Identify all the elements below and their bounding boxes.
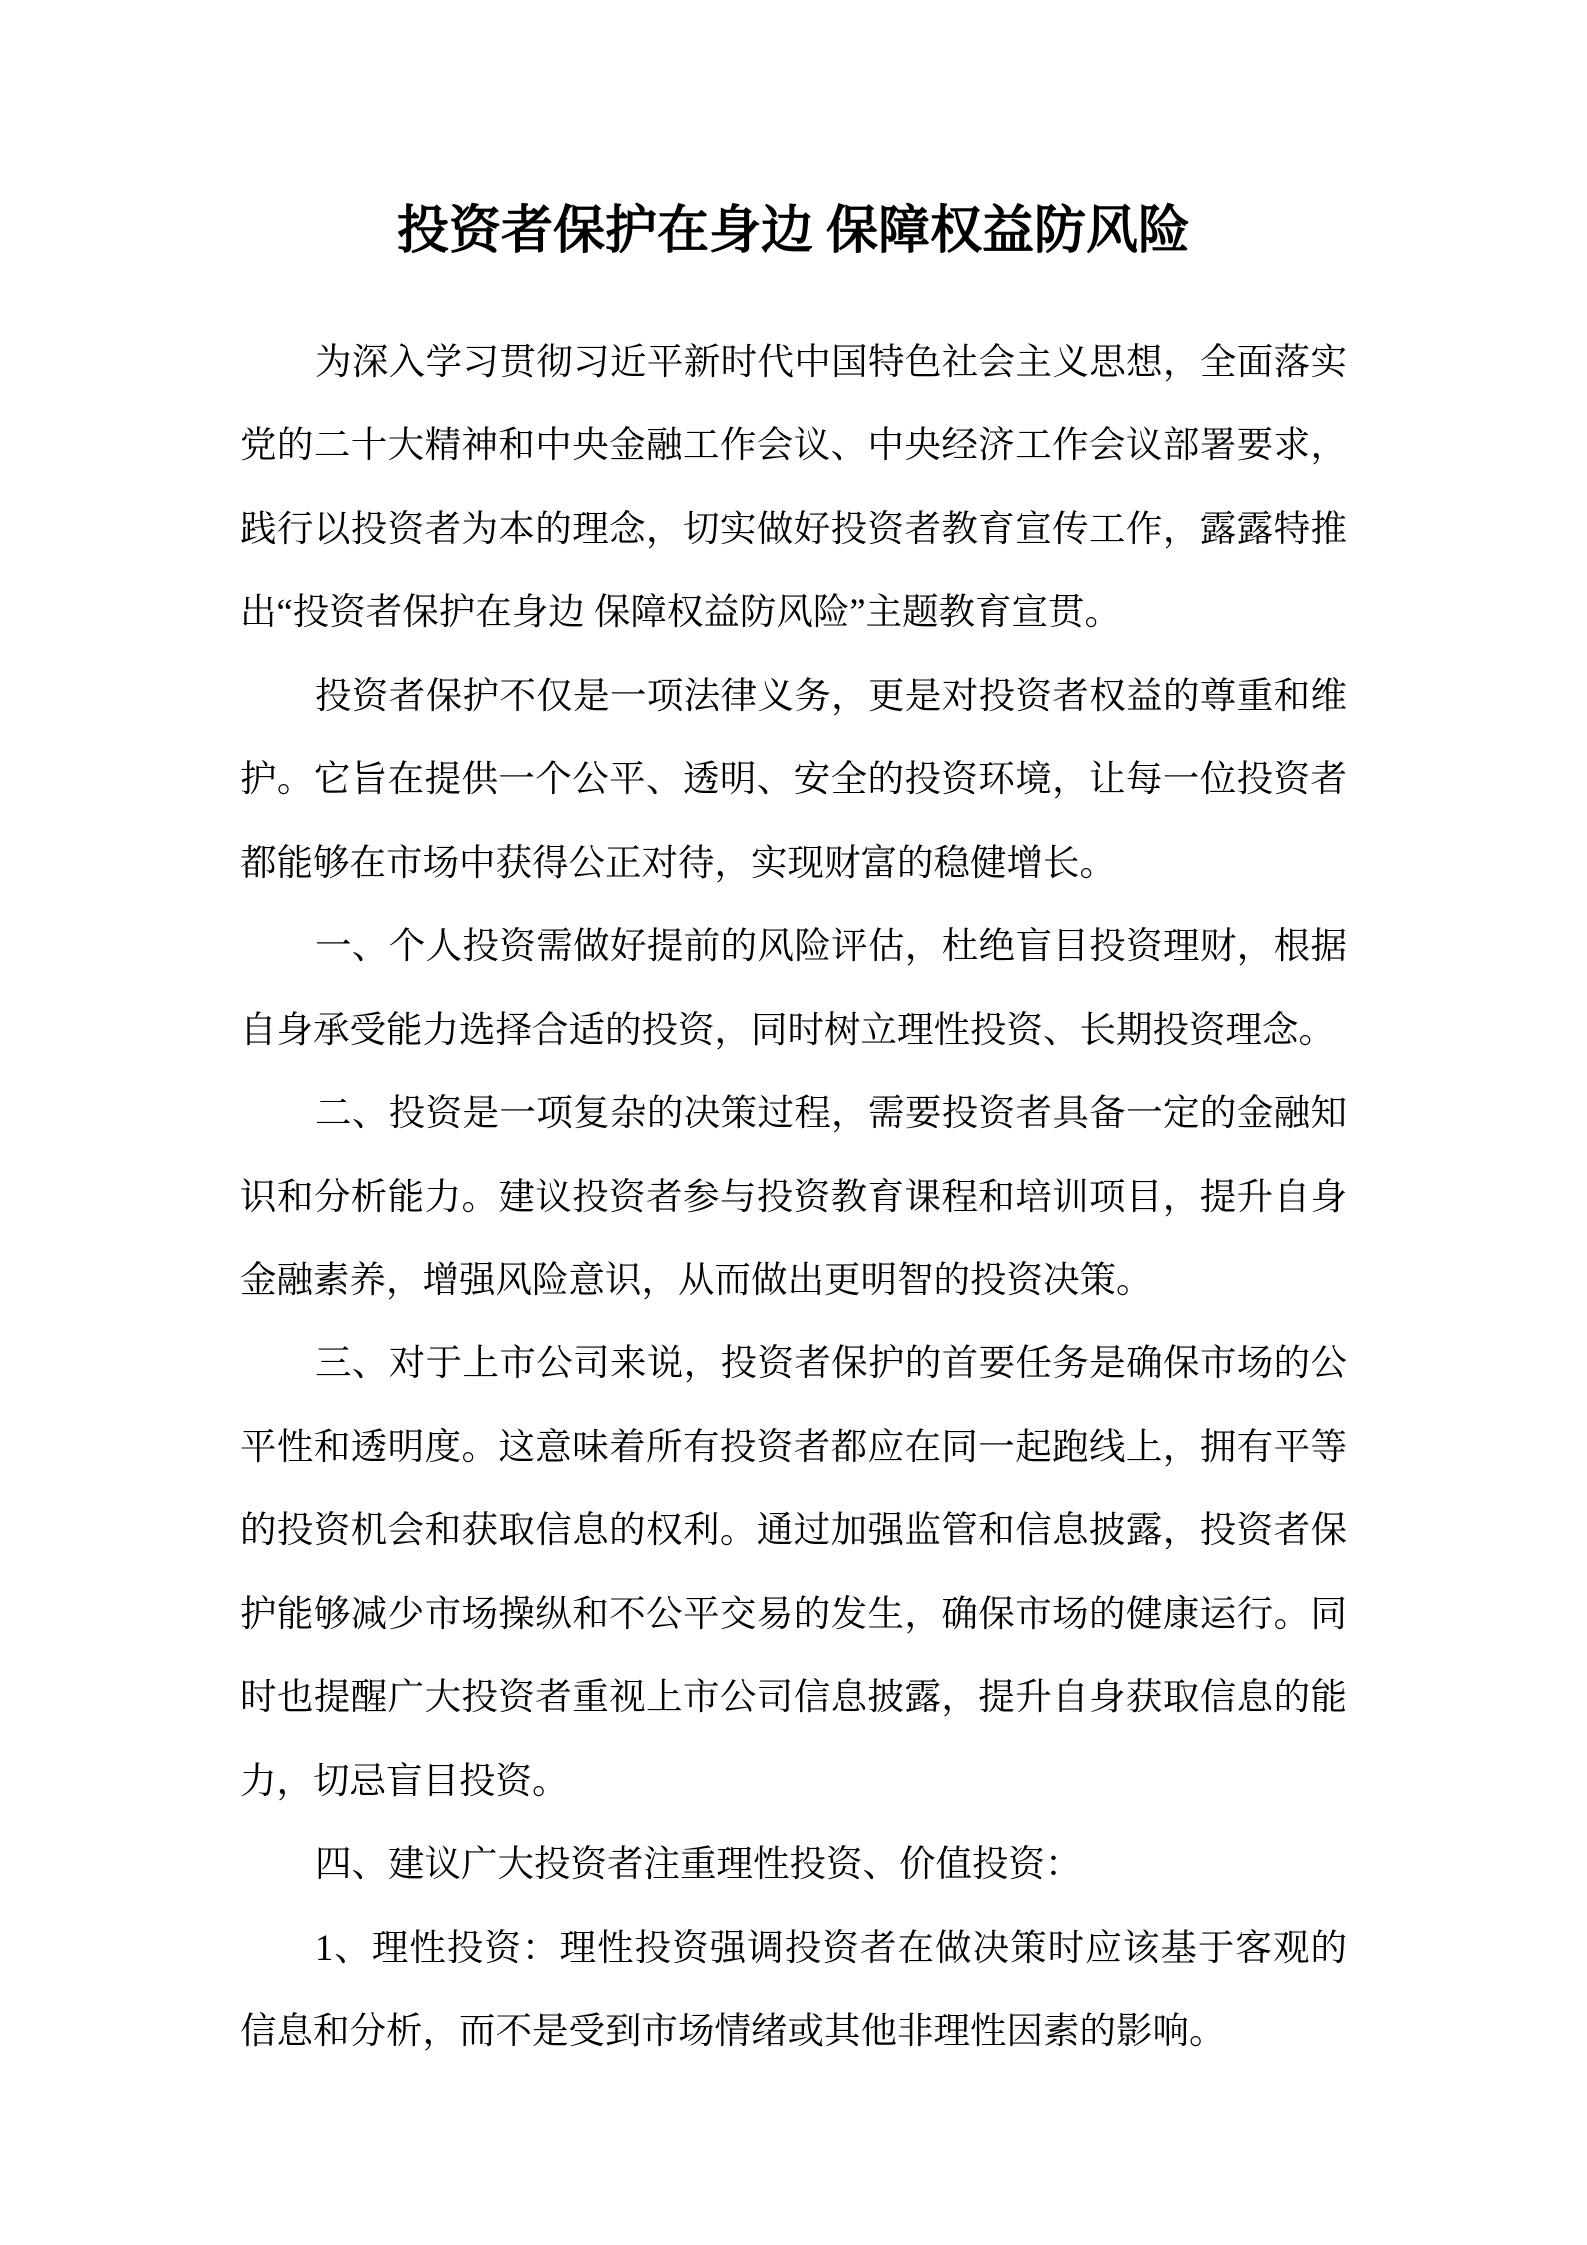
text-line: 二、投资是一项复杂的决策过程，需要投资者具备一定的金融知: [315, 1092, 1347, 1134]
text-line: 出“投资者保护在身边 保障权益防风险”主题教育宣贯。: [240, 591, 1122, 633]
text-line: 投资者保护不仅是一项法律义务，更是对投资者权益的尊重和维: [315, 674, 1347, 716]
text-line: 信息和分析，而不是受到市场情绪或其他非理性因素的影响。: [240, 2010, 1226, 2052]
text-line: 的投资机会和获取信息的权利。通过加强监管和信息披露，投资者保: [240, 1509, 1347, 1551]
text-line: 一、个人投资需做好提前的风险评估，杜绝盲目投资理财，根据: [315, 925, 1347, 967]
text-line: 时也提醒广大投资者重视上市公司信息披露，提升自身获取信息的能: [240, 1676, 1347, 1718]
text-line: 践行以投资者为本的理念，切实做好投资者教育宣传工作，露露特推: [240, 507, 1347, 549]
text-line: 金融素养，增强风险意识，从而做出更明智的投资决策。: [240, 1258, 1153, 1300]
document-body: [240, 320, 1347, 2073]
text-line: 识和分析能力。建议投资者参与投资教育课程和培训项目，提升自身: [240, 1175, 1347, 1217]
text-line: 1、理性投资：理性投资强调投资者在做决策时应该基于客观的: [315, 1926, 1347, 1968]
text-line: 三、对于上市公司来说，投资者保护的首要任务是确保市场的公: [315, 1342, 1347, 1384]
text-line: 护能够减少市场操纵和不公平交易的发生，确保市场的健康运行。同: [240, 1592, 1347, 1634]
text-line: 都能够在市场中获得公正对待，实现财富的稳健增长。: [240, 841, 1116, 883]
text-line: 平性和透明度。这意味着所有投资者都应在同一起跑线上，拥有平等: [240, 1425, 1347, 1467]
text-line: 力，切忌盲目投资。: [240, 1759, 569, 1801]
text-line: 四、建议广大投资者注重理性投资、价值投资：: [315, 1843, 1082, 1885]
document-title: 投资者保护在身边 保障权益防风险: [396, 203, 1190, 260]
text-line: 为深入学习贯彻习近平新时代中国特色社会主义思想，全面落实: [315, 341, 1347, 382]
text-line: 护。它旨在提供一个公平、透明、安全的投资环境，让每一位投资者: [240, 758, 1347, 800]
text-line: 自身承受能力选择合适的投资，同时树立理性投资、长期投资理念。: [240, 1008, 1335, 1050]
text-line: 党的二十大精神和中央金融工作会议、中央经济工作会议部署要求，: [240, 424, 1347, 466]
